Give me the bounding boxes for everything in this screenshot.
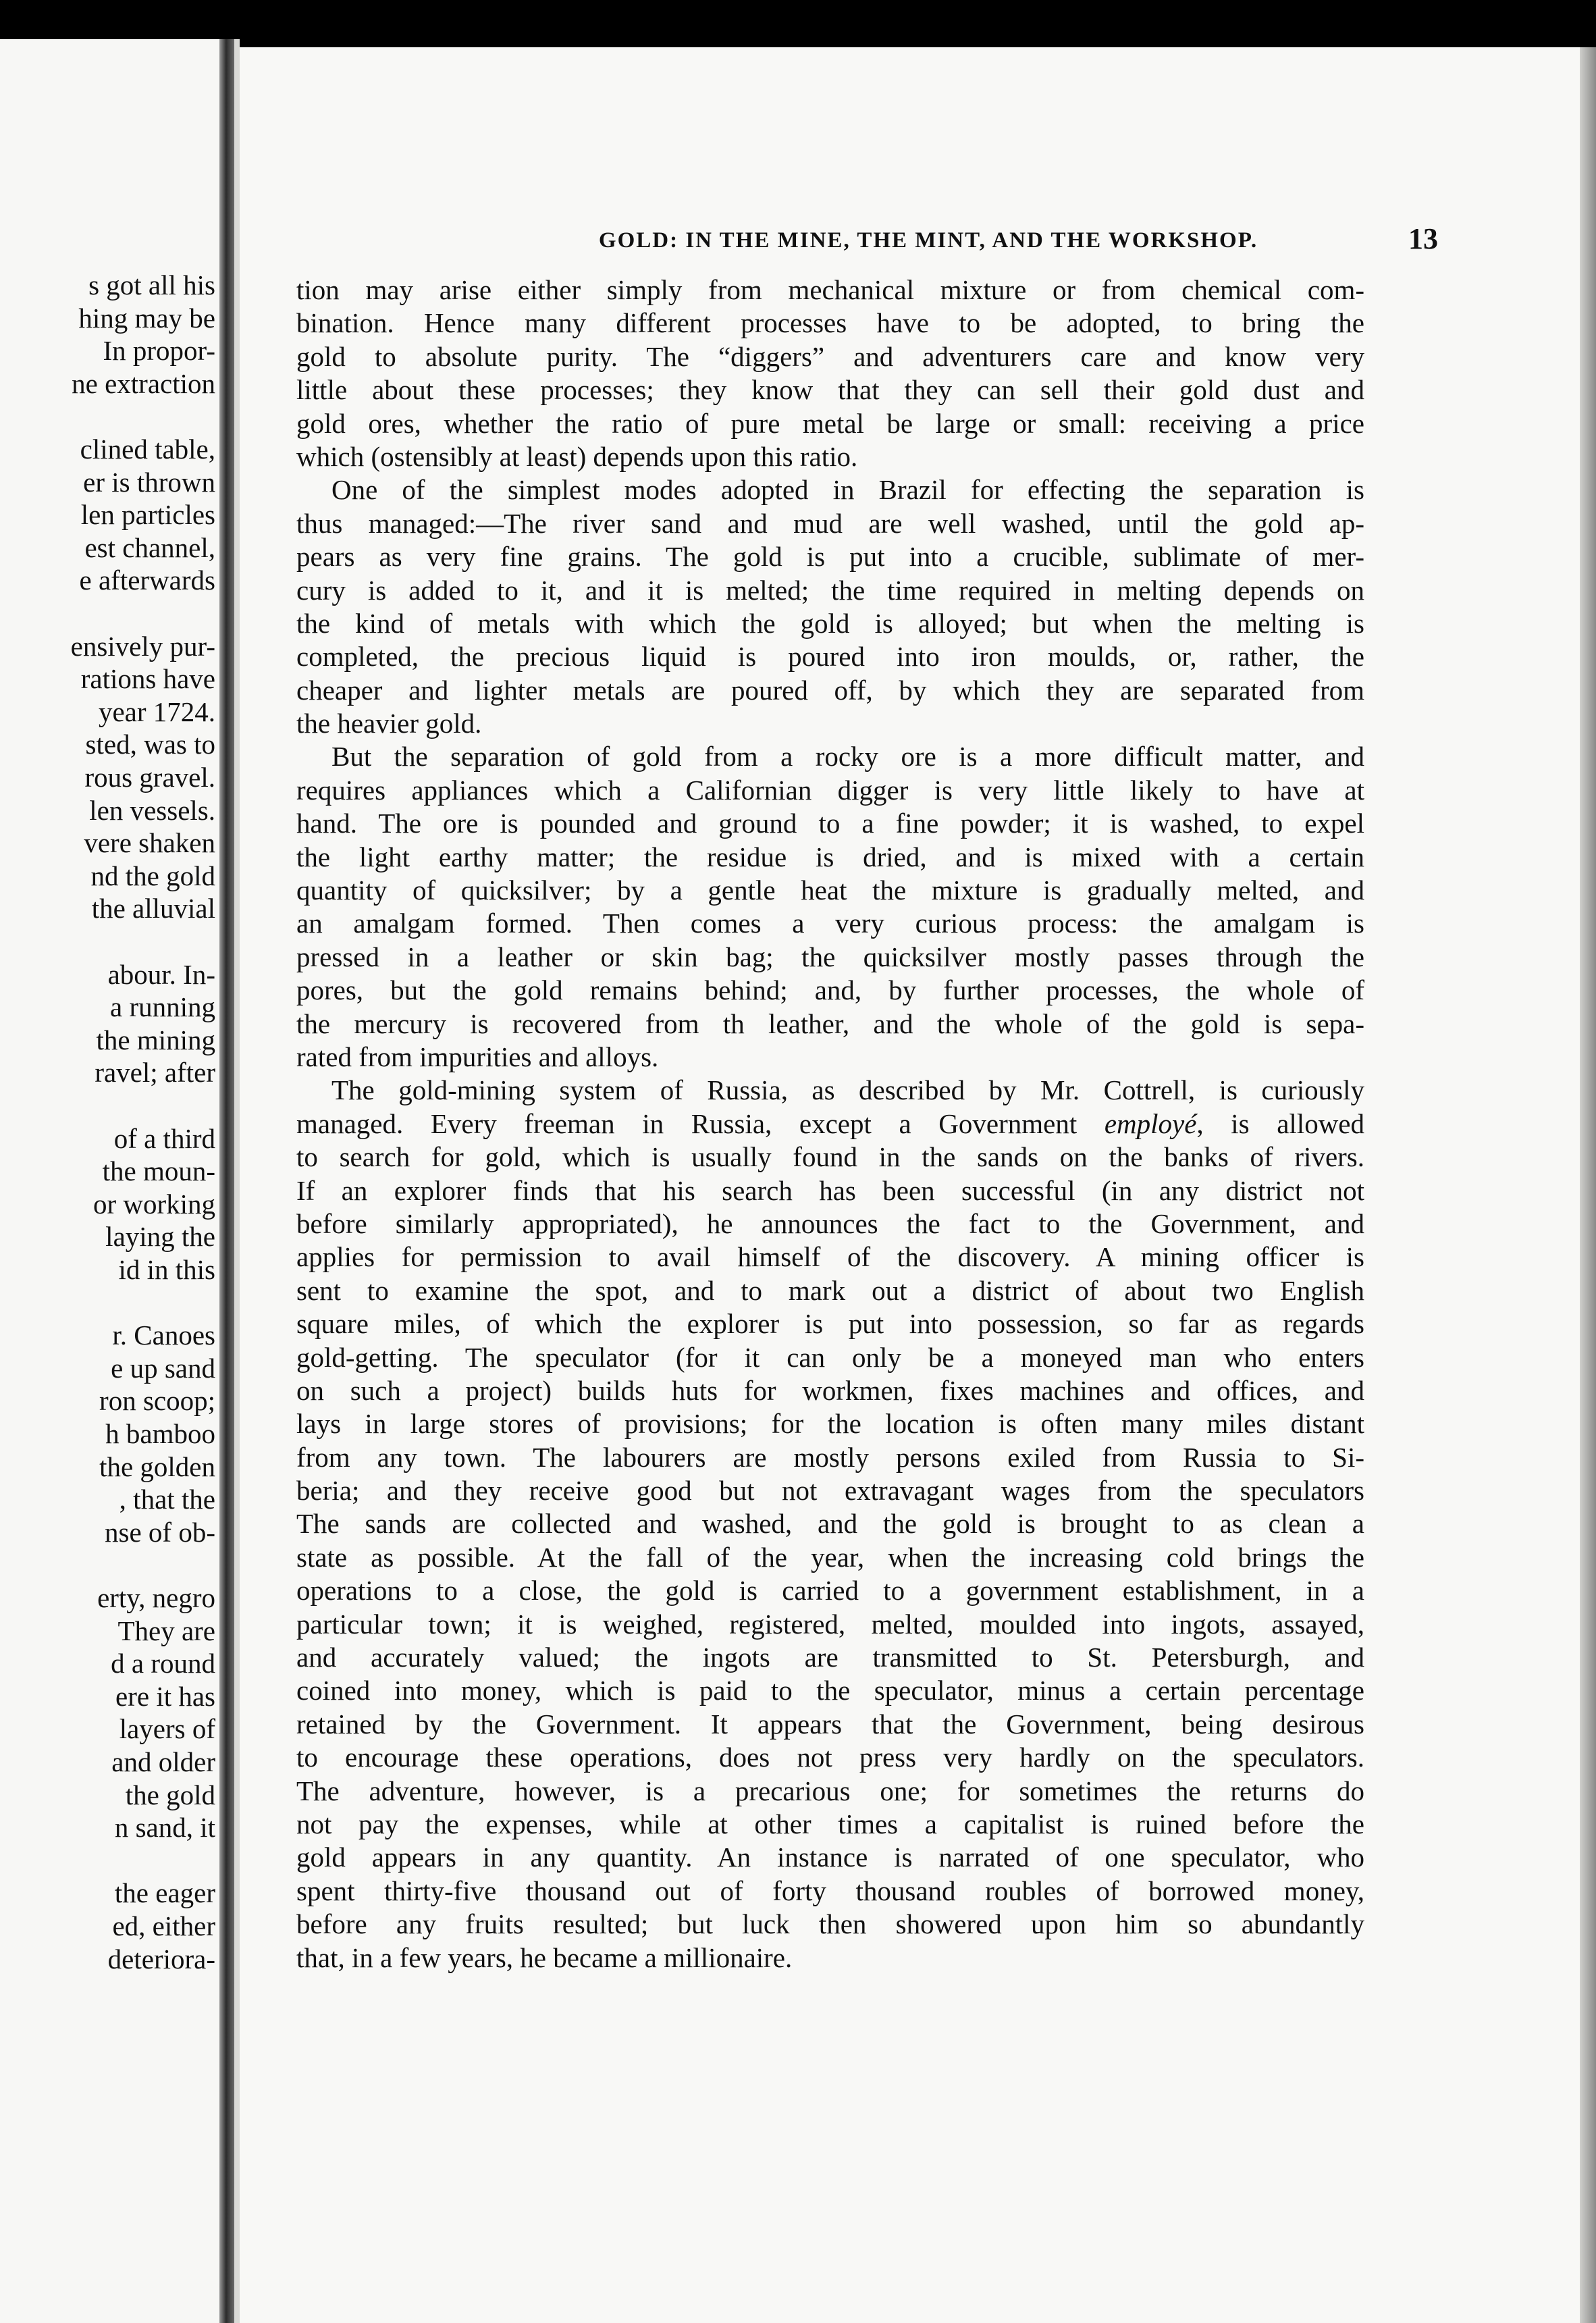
left-page-line: erty, negro (97, 1582, 215, 1613)
left-page-line: the mining (96, 1024, 215, 1055)
text-line: tion may arise either simply from mechanical mixture or from chemical com- (296, 274, 1364, 305)
left-page-line: or working (92, 1188, 215, 1220)
text-line: hand. The ore is pounded and ground to a fine powder; it is washed, to expel (296, 808, 1364, 839)
text-line: state as possible. At the fall of the year, when the increasing cold brings the (296, 1541, 1364, 1573)
left-page-line: ravel; after (95, 1057, 215, 1089)
text-line: the mercury is recovered from th leather, and the whole of the gold is sepa- (296, 1008, 1364, 1039)
text-line: One of the simplest modes adopted in Brazil for effecting the separation is (331, 474, 1364, 506)
text-line: before any fruits resulted; but luck then showered upon him so abundantly (296, 1908, 1364, 1940)
text-line: the light earthy matter; the residue is dried, and is mixed with a certain (296, 841, 1364, 872)
left-page-line: laying the (105, 1221, 215, 1253)
text-line: not pay the expenses, while at other times a capitalist is ruined before the (296, 1808, 1364, 1839)
left-page-line: e afterwards (79, 565, 215, 596)
text-line: sent to examine the spot, and to mark out a district of about two English (296, 1274, 1364, 1306)
left-page-line: ed, either (112, 1910, 215, 1941)
text-line: The sands are collected and washed, and the gold is brought to as clean a (296, 1508, 1364, 1540)
text-line: lays in large stores of provisions; for the location is often many miles distant (296, 1408, 1364, 1440)
running-head: GOLD: IN THE MINE, THE MINT, AND THE WORKSHOP. (598, 228, 1258, 253)
text-line: If an explorer finds that his search has been successful (in any district not (296, 1174, 1364, 1206)
text-line: beria; and they receive good but not extravagant wages from the speculators (296, 1475, 1364, 1507)
text-line: square miles, of which the explorer is put into possession, so far as regards (296, 1308, 1364, 1340)
left-page-line: year 1724. (98, 696, 215, 727)
left-page-line: d a round (111, 1648, 215, 1679)
left-page-line: ron scoop; (99, 1385, 215, 1417)
text-line: spent thirty-five thousand out of forty thousand roubles of borrowed money, (296, 1875, 1364, 1906)
left-page-line: the alluvial (91, 893, 215, 924)
left-page-line: , that the (119, 1484, 215, 1515)
gutter-edge (234, 39, 240, 2323)
left-page-line: nse of ob- (105, 1516, 215, 1548)
left-page-line: In propor- (103, 335, 215, 367)
left-page-line: len vessels. (89, 794, 215, 826)
left-page-line: rations have (80, 663, 215, 695)
left-page-line: a running (110, 991, 215, 1023)
text-line: requires appliances which a Californian digger is very little likely to have at (296, 774, 1364, 806)
text-line: gold-getting. The speculator (for it can only be a moneyed man who enters (296, 1341, 1364, 1373)
book-page (240, 47, 1580, 2323)
text-line: the kind of metals with which the gold is alloyed; but when the melting is (296, 607, 1364, 639)
paragraph (296, 273, 1364, 473)
text-line: pores, but the gold remains behind; and, by further processes, the whole of (296, 974, 1364, 1006)
text-line: retained by the Government. It appears that the Government, being desirous (296, 1708, 1364, 1740)
text-line: gold ores, whether the ratio of pure metal be large or small: receiving a price (296, 407, 1364, 439)
left-page-line: ensively pur- (70, 630, 215, 662)
left-page-line: rous gravel. (84, 762, 215, 793)
body-text (296, 273, 1364, 1975)
left-page-line: est channel, (84, 531, 215, 563)
text-line: gold appears in any quantity. An instance is narrated of one speculator, who (296, 1842, 1364, 1873)
text-line: cheaper and lighter metals are poured off, by which they are separated from (296, 674, 1364, 706)
text-line: an amalgam formed. Then comes a very curious process: the amalgam is (296, 908, 1364, 939)
left-page-line: ere it has (115, 1680, 215, 1712)
text-line: But the separation of gold from a rocky ore is a more difficult matter, and (331, 741, 1364, 773)
left-page-line: clined table, (80, 434, 215, 465)
text-line: completed, the precious liquid is poured into iron moulds, or, rather, the (296, 641, 1364, 673)
left-page-line: h bamboo (105, 1418, 215, 1449)
left-page-line: abour. In- (107, 958, 215, 990)
paragraph (296, 473, 1364, 740)
left-page-line: len particles (80, 499, 215, 531)
text-line: that, in a few years, he became a millionaire. (296, 1941, 793, 1973)
page-number: 13 (1408, 222, 1438, 255)
text-line: which (ostensibly at least) depends upon this ratio. (296, 440, 858, 472)
paragraph (296, 740, 1364, 1074)
left-page-line: hing may be (78, 302, 215, 334)
text-line: cury is added to it, and it is melted; the time required in melting depends on (296, 574, 1364, 606)
text-line: managed. Every freeman in Russia, except a Government employé, is allowed (296, 1107, 1364, 1139)
left-page-line: ne extraction (72, 367, 215, 399)
left-page-line: the moun- (102, 1155, 215, 1187)
left-page-line: and older (111, 1746, 215, 1777)
text-line: to search for gold, which is usually found in the sands on the banks of rivers. (296, 1141, 1364, 1173)
left-page-line: the golden (99, 1451, 215, 1482)
left-page-line: layers of (119, 1713, 215, 1745)
text-line: applies for permission to avail himself of the discovery. A mining officer is (296, 1241, 1364, 1273)
text-line: little about these processes; they know that they can sell their gold dust and (296, 374, 1364, 406)
text-line: from any town. The labourers are mostly persons exiled from Russia to Si- (296, 1441, 1364, 1473)
text-line: thus managed:—The river sand and mud are well washed, until the gold ap- (296, 507, 1364, 539)
previous-page-fragment (0, 39, 219, 2323)
text-line: The gold-mining system of Russia, as described by Mr. Cottrell, is curiously (331, 1074, 1364, 1106)
book-gutter (219, 39, 234, 2323)
paragraph (296, 1074, 1364, 1975)
left-page-line: s got all his (88, 269, 215, 301)
page-edge (1580, 47, 1596, 2323)
text-line: the heavier gold. (296, 708, 482, 739)
text-line: operations to a close, the gold is carried to a government establishment, in a (296, 1575, 1364, 1607)
left-page-line: nd the gold (90, 860, 215, 891)
text-line: The adventure, however, is a precarious one; for sometimes the returns do (296, 1775, 1364, 1806)
text-line: pears as very fine grains. The gold is put into a crucible, sublimate of mer- (296, 541, 1364, 573)
text-line: bination. Hence many different processes have to be adopted, to bring the (296, 307, 1364, 339)
text-line: coined into money, which is paid to the speculator, minus a certain percentage (296, 1675, 1364, 1706)
text-line: on such a project) builds huts for workmen, fixes machines and offices, and (296, 1374, 1364, 1406)
left-page-line: deteriora- (107, 1943, 215, 1975)
left-page-line: id in this (118, 1254, 215, 1285)
left-page-line: er is thrown (83, 466, 215, 498)
text-line: before similarly appropriated), he announces the fact to the Government, and (296, 1207, 1364, 1239)
left-page-line: the gold (125, 1779, 215, 1810)
text-line: to encourage these operations, does not press very hardly on the speculators. (296, 1742, 1364, 1773)
text-line: pressed in a leather or skin bag; the quicksilver mostly passes through the (296, 941, 1364, 972)
text-line: particular town; it is weighed, registered, melted, moulded into ingots, assayed, (296, 1608, 1364, 1640)
left-page-line: vere shaken (84, 827, 215, 859)
left-page-line: the eager (114, 1877, 215, 1909)
text-line: and accurately valued; the ingots are transmitted to St. Petersburgh, and (296, 1642, 1364, 1673)
text-line: gold to absolute purity. The “diggers” and adventurers care and know very (296, 340, 1364, 372)
text-line: rated from impurities and alloys. (296, 1041, 659, 1072)
left-page-line: They are (117, 1615, 215, 1646)
left-page-line: of a third (113, 1122, 215, 1154)
left-page-line: sted, was to (85, 729, 215, 760)
left-page-line: r. Canoes (112, 1320, 215, 1351)
text-line: quantity of quicksilver; by a gentle heat the mixture is gradually melted, and (296, 875, 1364, 906)
left-page-line: e up sand (111, 1352, 215, 1384)
left-page-line: n sand, it (114, 1812, 215, 1844)
